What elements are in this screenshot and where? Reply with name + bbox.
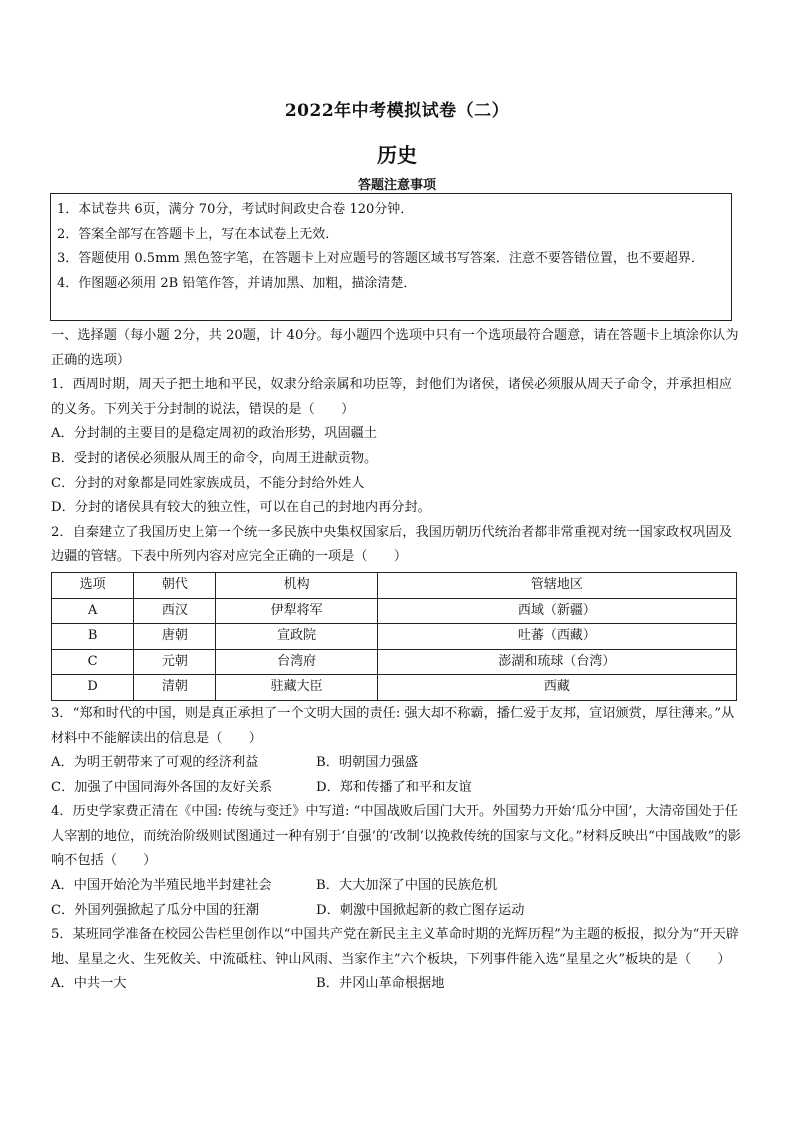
table-cell: 澎湖和琉球（台湾） — [377, 649, 736, 675]
question-5-option-b: B．井冈山革命根据地 — [316, 976, 445, 992]
table-cell: 西汉 — [134, 598, 216, 624]
question-5-stem: 5．某班同学准备在校园公告栏里创作以“中国共产党在新民主主义革命时期的光辉历程”为主题的板报，拟分为“开天辟地、星星之火、生死攸关、中流砥柱、钟山风雨、当家作主”六个板块，下列事件能入选“星星之火”板块的是（ ） — [51, 927, 739, 967]
notice-title: 答题注意事项 — [357, 178, 436, 193]
question-2-stem: 2．自秦建立了我国历史上第一个统一多民族中央集权国家后，我国历朝历代统治者都非常重视对统一国家政权巩固及边疆的管辖。下表中所列内容对应完全正确的一项是（ ） — [51, 524, 732, 565]
table-header-cell: 机构 — [216, 572, 377, 598]
table-cell: 驻藏大臣 — [216, 675, 377, 701]
question-3-option-b: B．明朝国力强盛 — [316, 755, 419, 771]
notice-item: 3．答题使用 0.5mm 黑色签字笔，在答题卡上对应题号的答题区域书写答案．注意不要答错位置，也不要超界． — [57, 251, 704, 266]
table-cell: 伊犁将军 — [216, 598, 377, 624]
question-4-option-a: A．中国开始沦为半殖民地半封建社会 — [51, 878, 272, 894]
question-3-option-d: D．郑和传播了和平和友谊 — [316, 779, 472, 795]
table-cell: 清朝 — [134, 675, 216, 701]
table-header-cell: 朝代 — [134, 572, 216, 598]
question-2-table — [51, 572, 737, 701]
table-cell: 西域（新疆） — [377, 598, 736, 624]
table-cell: 元朝 — [134, 649, 216, 675]
question-1-option-b: B．受封的诸侯必须服从周王的命令，向周王进献贡物。 — [51, 450, 378, 466]
question-4-options-row — [51, 874, 741, 899]
table-header-row — [52, 572, 737, 598]
question-1-option-d: D．分封的诸侯具有较大的独立性，可以在自己的封地内再分封。 — [51, 500, 431, 516]
table-cell: 西藏 — [377, 675, 736, 701]
question-1-option-c: C．分封的对象都是同姓家族成员，不能分封给外姓人 — [51, 475, 365, 491]
question-3-option-c: C．加强了中国同海外各国的友好关系 — [51, 779, 273, 795]
notice-item: 1．本试卷共 6页，满分 70分，考试时间政史合卷 120分钟． — [57, 202, 414, 217]
table-header-cell: 选项 — [52, 572, 134, 598]
question-3-stem: 3．“郑和时代的中国，则是真正承担了一个文明大国的责任: 强大却不称霸，播仁爱于友邦，宣诏颁赏，厚往薄来。”从材料中不能解读出的信息是（ ） — [51, 705, 735, 746]
question-4-options-row — [51, 899, 741, 924]
table-cell: C — [52, 649, 134, 675]
table-cell: D — [52, 675, 134, 701]
table-row — [52, 675, 737, 701]
subject-title: 历史 — [377, 143, 417, 167]
table-row — [52, 649, 737, 675]
table-header-cell: 管辖地区 — [377, 572, 736, 598]
notice-item: 2．答案全部写在答题卡上，写在本试卷上无效． — [57, 226, 339, 242]
table-cell: B — [52, 624, 134, 650]
notice-box — [50, 193, 732, 321]
questions-body — [51, 324, 741, 997]
notice-item: 4．作图题必须用 2B 铅笔作答，并请加黑、加粗，描涂清楚． — [57, 275, 417, 291]
table-cell: A — [52, 598, 134, 624]
exam-title: 2022年中考模拟试卷（二） — [284, 101, 510, 121]
table-cell: 宣政院 — [216, 624, 377, 650]
question-3-options-row — [51, 751, 741, 776]
table-cell: 台湾府 — [216, 649, 377, 675]
table-cell: 唐朝 — [134, 624, 216, 650]
table-cell: 吐蕃（西藏） — [377, 624, 736, 650]
question-5-options-row — [51, 972, 741, 997]
question-1-option-a: A．分封制的主要目的是稳定周初的政治形势，巩固疆土 — [51, 426, 378, 442]
question-5-option-a: A．中共一大 — [51, 976, 127, 992]
question-1-stem: 1．西周时期，周天子把土地和平民，奴隶分给亲属和功臣等，封他们为诸侯，诸侯必须服从周天子命令，并承担相应的义务。下列关于分封制的说法，错误的是（ ） — [51, 377, 732, 417]
question-4-option-d: D．刺激中国掀起新的救亡图存运动 — [316, 902, 525, 918]
table-row — [52, 624, 737, 650]
question-3-options-row — [51, 776, 741, 801]
table-row — [52, 598, 737, 624]
question-4-option-b: B．大大加深了中国的民族危机 — [316, 878, 498, 894]
question-3-option-a: A．为明王朝带来了可观的经济利益 — [51, 755, 259, 771]
question-4-option-c: C．外国列强掀起了瓜分中国的狂潮 — [51, 902, 259, 918]
section-heading: 一、选择题（每小题 2分，共 20题，计 40分。每小题四个选项中只有一个选项最符合题意，请在答题卡上填涂你认为正确的选项） — [51, 328, 739, 368]
question-4-stem: 4．历史学家费正清在《中国: 传统与变迁》中写道: “中国战败后国门大开。外国势力开始‘瓜分中国’，大清帝国处于任人宰割的地位，而统治阶级则试图通过一种有别于‘自强’的‘改制’以挽救传统的国家与文化。”材料反映出“中国战败”的影响不包括（ ） — [51, 804, 741, 869]
